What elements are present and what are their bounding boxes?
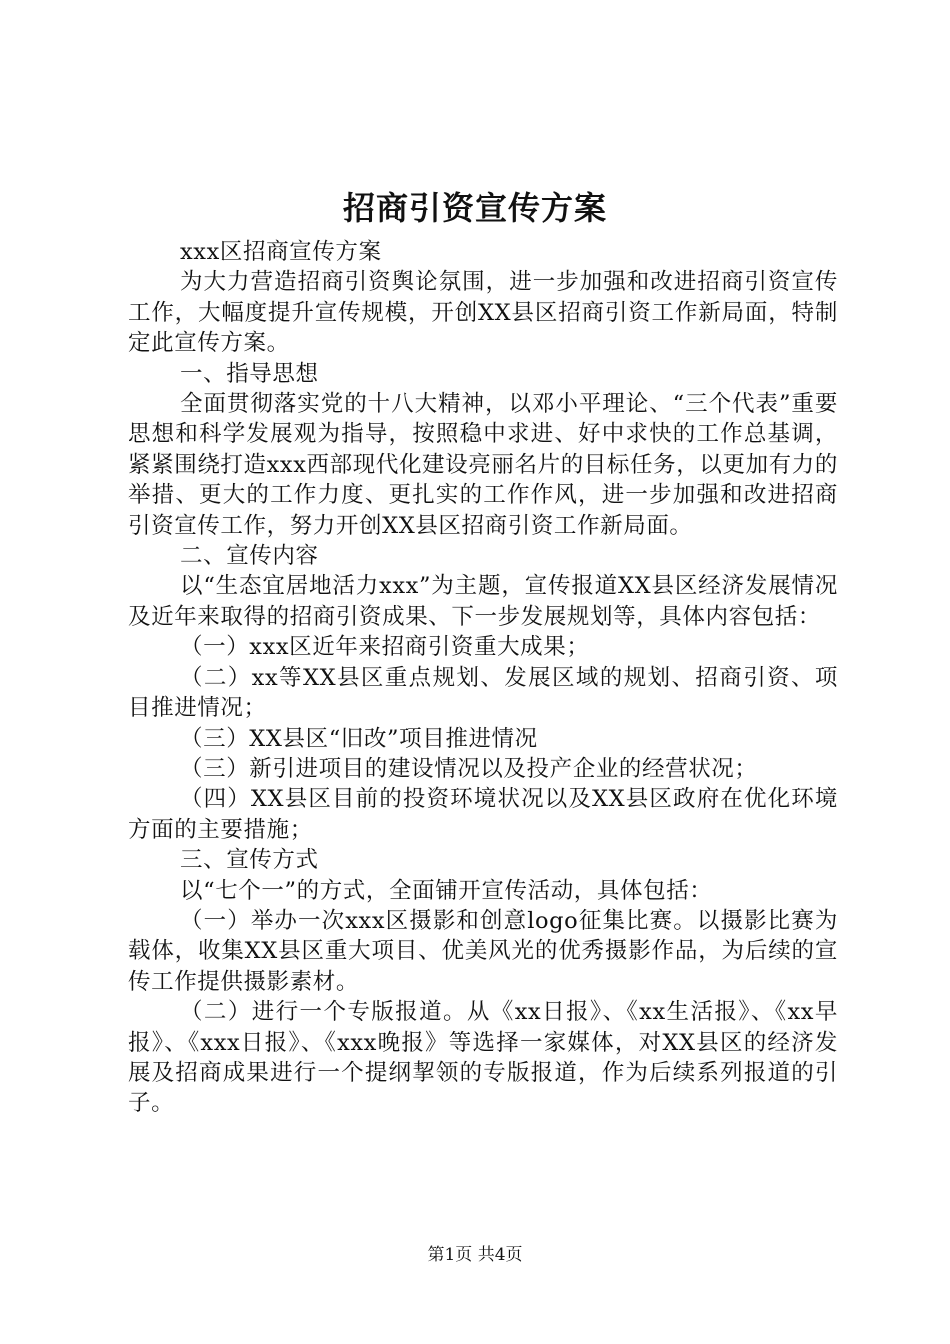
list-item: （四）XX县区目前的投资环境状况以及XX县区政府在优化环境方面的主要措施； xyxy=(128,786,838,843)
list-item: （三）新引进项目的建设情况以及投产企业的经营状况； xyxy=(180,755,758,782)
document-title: 招商引资宣传方案 xyxy=(342,189,607,227)
paragraph-subtitle: xxx区招商宣传方案 xyxy=(180,239,382,265)
heading-guiding-ideology: 一、指导思想 xyxy=(180,360,319,387)
document-body xyxy=(128,237,838,1119)
list-item: （三）XX县区“旧改”项目推进情况 xyxy=(180,725,538,752)
heading-publicity-methods: 三、宣传方式 xyxy=(180,847,319,874)
paragraph-publicity-methods: 以“七个一”的方式，全面铺开宣传活动，具体包括： xyxy=(180,877,713,904)
list-item: （一）举办一次xxx区摄影和创意logo征集比赛。以摄影比赛为载体，收集XX县区重大项目、优美风光的优秀摄影作品，为后续的宣传工作提供摄影素材。 xyxy=(128,907,838,995)
paragraph-publicity-content: 以“生态宜居地活力xxx”为主题，宣传报道XX县区经济发展情况及近年来取得的招商引资成果、下一步发展规划等，具体内容包括： xyxy=(128,573,838,630)
heading-publicity-content: 二、宣传内容 xyxy=(180,543,319,570)
list-item: （一）xxx区近年来招商引资重大成果； xyxy=(180,634,590,661)
paragraph-intro: 为大力营造招商引资舆论氛围，进一步加强和改进招商引资宣传工作，大幅度提升宣传规模，开创XX县区招商引资工作新局面，特制定此宣传方案。 xyxy=(128,269,838,357)
paragraph-guiding-ideology: 全面贯彻落实党的十八大精神，以邓小平理论、“三个代表”重要思想和科学发展观为指导，按照稳中求进、好中求快的工作总基调，紧紧围绕打造xxx西部现代化建设亮丽名片的目标任务，以更加有力的举措、更大的工作力度、更扎实的工作作风，进一步加强和改进招商引资宣传工作，努力开创XX县区招商引资工作新局面。 xyxy=(128,391,838,539)
list-item: （二）xx等XX县区重点规划、发展区域的规划、招商引资、项目推进情况； xyxy=(128,664,838,722)
list-item: （二）进行一个专版报道。从《xx日报》、《xx生活报》、《xx早报》、《xxx日报》、《xxx晚报》等选择一家媒体，对XX县区的经济发展及招商成果进行一个提纲挈领的专版报道，作为后续系列报道的引子。 xyxy=(128,999,838,1117)
page-footer: 第1页 共4页 xyxy=(427,1245,523,1265)
